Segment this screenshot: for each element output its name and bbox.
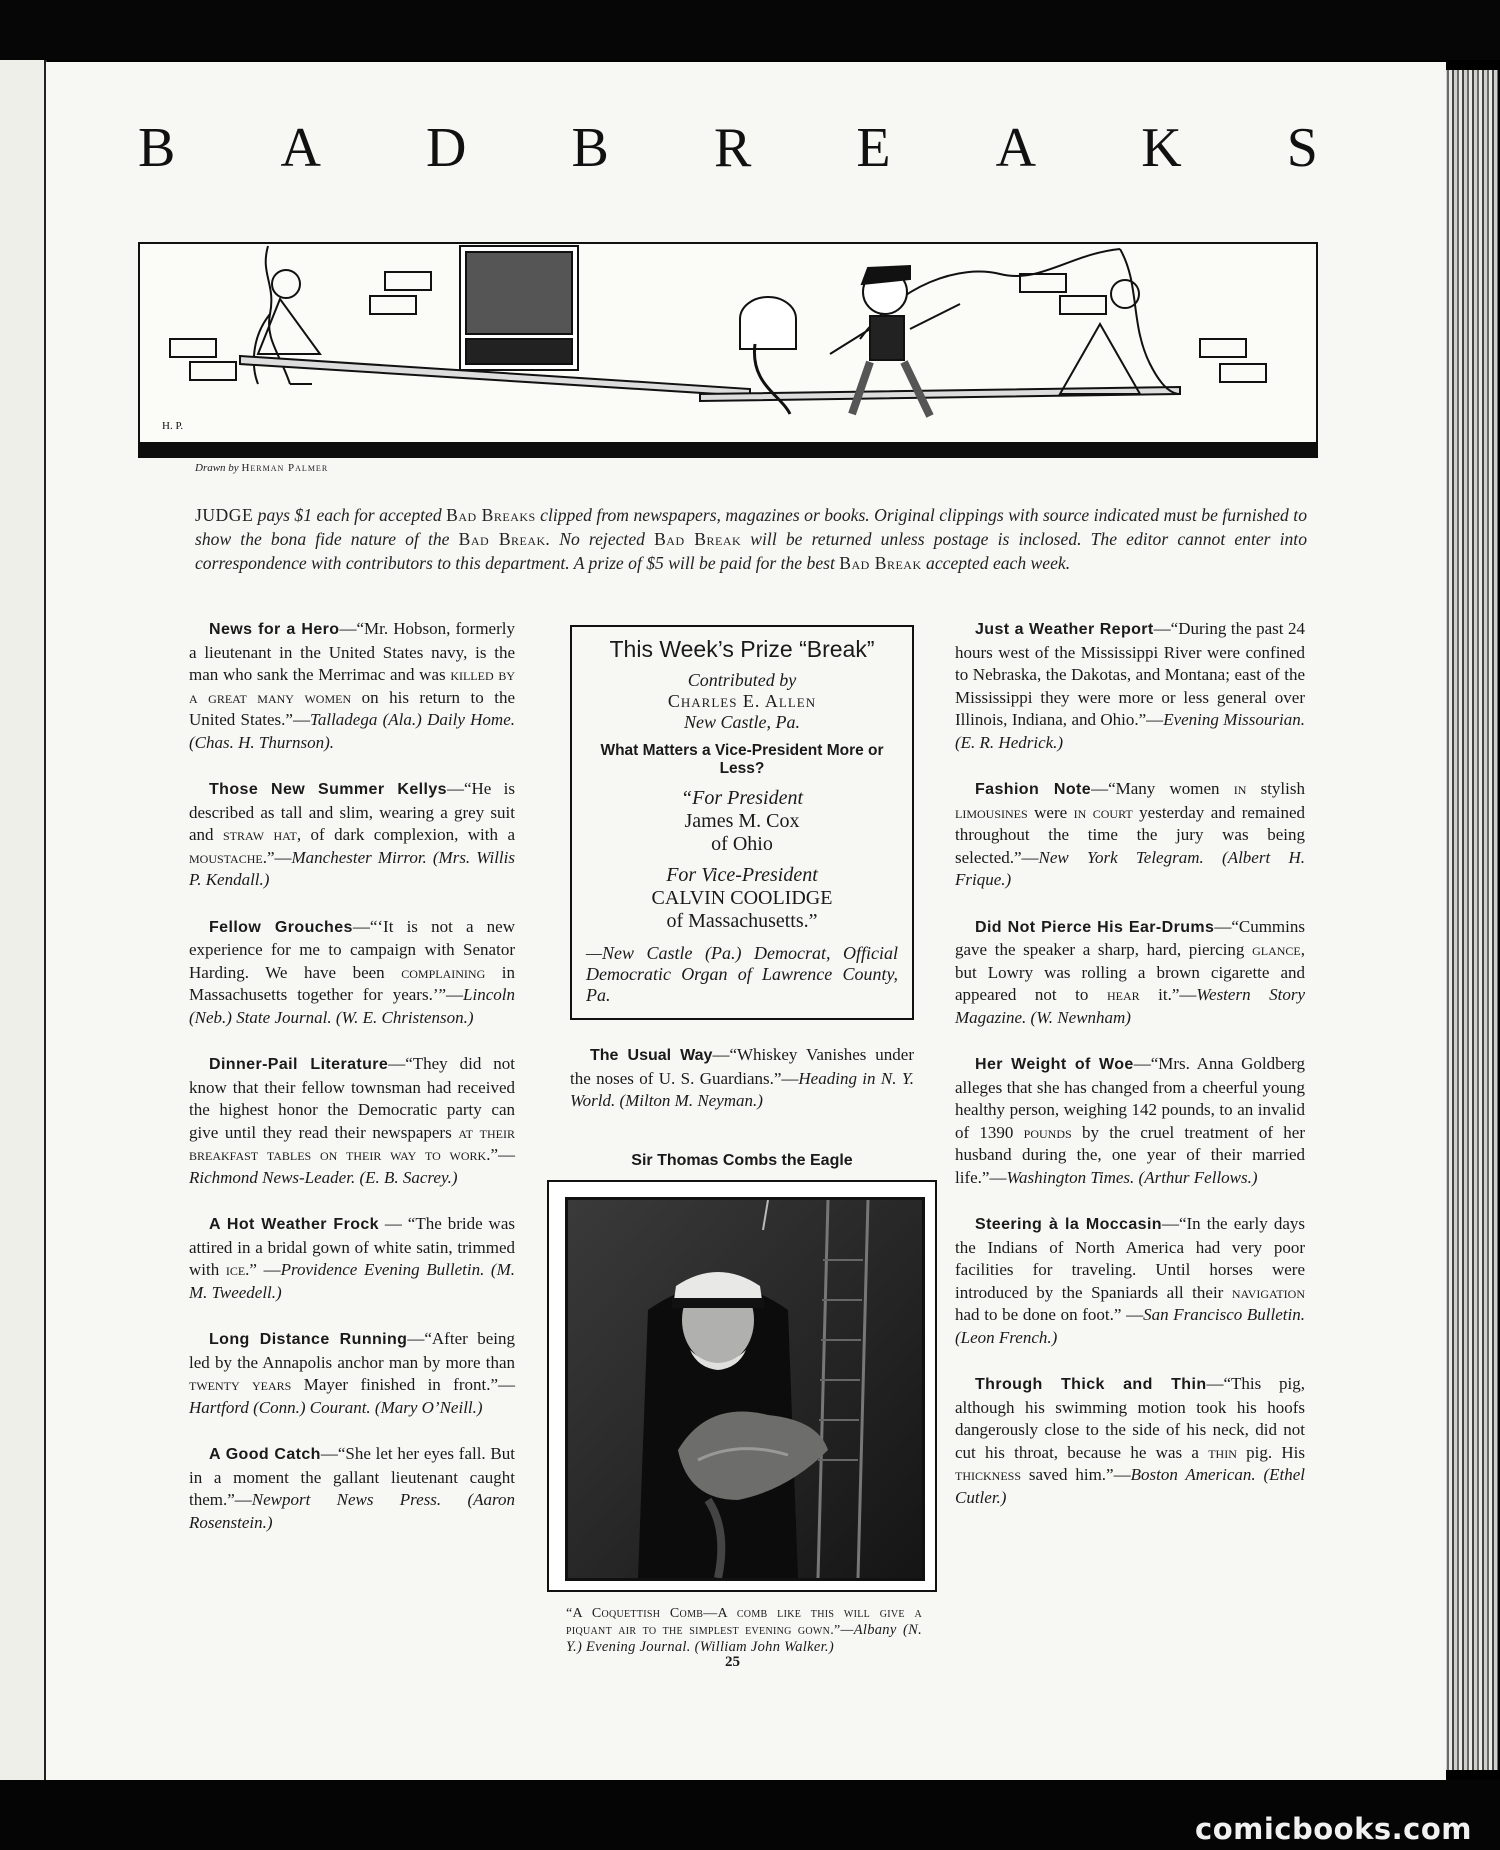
article-text: , of dark complexion, with a: [296, 825, 515, 844]
article-text: —“They did not know that their fellow townsman had received the highest honor the Democratic party can give until they read their newspapers: [189, 1054, 515, 1142]
page-number: 25: [725, 1654, 740, 1670]
article-source: Richmond News-Leader. (E. B. Sacrey.): [189, 1167, 458, 1187]
article-text: pig. His: [1236, 1442, 1305, 1462]
article-emphasis: in court: [1073, 802, 1133, 822]
intro-paragraph: [195, 503, 1307, 575]
masthead-letter: A: [995, 117, 1037, 179]
article-text: —“Cummins gave the speaker a sharp, hard, piercing: [955, 916, 1305, 959]
article-heading: Those New Summer Kellys: [209, 781, 447, 798]
masthead-letter: R: [713, 117, 752, 179]
article-text: —“‘It is not a new experience for me to campaign with Senator Harding. We have been: [189, 916, 515, 982]
article-heading: A Good Catch: [209, 1446, 321, 1463]
intro-text: pays $1 each for accepted: [253, 505, 447, 525]
intro-text: accepted each week.: [921, 553, 1071, 573]
article-text: —“This pig, although his swimming motion took his hoofs dangerously close to the side of his neck, did not cut his throat, because he was a: [955, 1374, 1305, 1462]
article-moccasin: [955, 1213, 1305, 1349]
illustration-rule: [138, 442, 1318, 458]
prize-president-state: of Ohio: [711, 833, 773, 855]
article-heading: Her Weight of Woe: [975, 1056, 1134, 1073]
article-long-distance: [189, 1328, 515, 1419]
intro-bad-break: Bad Break: [458, 529, 546, 549]
masthead-letter: B: [571, 117, 609, 179]
photo-caption: [566, 1605, 922, 1656]
article-emphasis: thin: [1208, 1442, 1237, 1462]
photo-frame: [547, 1180, 937, 1592]
article-emphasis: limousines: [955, 802, 1028, 822]
article-source: New York Telegram. (Albert H. Frique.): [955, 847, 1305, 889]
article-heading: Steering à la Moccasin: [975, 1216, 1162, 1233]
intro-text: . No rejected: [545, 529, 655, 549]
prize-break-box: [570, 625, 914, 1020]
article-text: —“After being led by the Annapolis anchor man by more than: [189, 1329, 515, 1372]
article-text: , but Lowry was rolling a brown cigarette and appeared not to: [955, 940, 1305, 1004]
article-text: saved him.”—: [1021, 1465, 1131, 1484]
masthead-title: [138, 116, 1318, 180]
prize-president-name: James M. Cox: [684, 810, 800, 832]
photo-image: [568, 1200, 922, 1578]
article-text: stylish: [1246, 779, 1305, 798]
previous-page-edge: [0, 60, 47, 1780]
article-heading: Dinner-Pail Literature: [209, 1056, 389, 1073]
article-emphasis: thickness: [955, 1465, 1022, 1484]
article-fashion-note: [955, 778, 1305, 892]
article-text: .”—: [486, 1145, 515, 1164]
article-text: —“Mrs. Anna Goldberg alleges that she has changed from a cheerful young healthy person, weighing 142 pounds, to an invalid of 1390: [955, 1054, 1305, 1142]
article-text: —“Many women: [1091, 779, 1234, 798]
article-text: —“He is described as tall and slim, wearing a grey suit and: [189, 779, 515, 844]
credit-artist: Herman Palmer: [241, 462, 329, 474]
intro-judge: JUDGE: [195, 505, 254, 525]
article-text: yesterday and remained throughout the time the jury was being selected.”—: [955, 802, 1305, 867]
prize-place: New Castle, Pa.: [684, 712, 800, 732]
caption-dash: —: [840, 1622, 854, 1638]
article-summer-kellys: [189, 778, 515, 892]
prize-vp-state: of Massachusetts.”: [666, 910, 818, 932]
article-emphasis: moustache: [189, 847, 263, 867]
article-emphasis: glance: [1252, 940, 1301, 959]
article-source: Washington Times. (Arthur Fellows.): [1006, 1167, 1258, 1187]
cartoon-drawing: [140, 244, 1320, 447]
illustrator-initials: H. P.: [162, 420, 184, 432]
masthead-letter: D: [425, 117, 467, 179]
article-hot-weather-frock: [189, 1213, 515, 1304]
caption-source: Albany (N. Y.) Evening Journal. (William John Walker.): [566, 1622, 922, 1655]
prize-source: —New Castle (Pa.) Democrat, Official Democratic Organ of Lawrence County, Pa.: [586, 943, 898, 1005]
article-emphasis: at their breakfast tables on their way to work: [189, 1122, 515, 1164]
credit-prefix: Drawn by: [195, 462, 239, 474]
masthead-letter: K: [1141, 117, 1182, 179]
article-source: Boston American. (Ethel Cutler.): [955, 1465, 1306, 1507]
article-source: Manchester Mirror. (Mrs. Willis P. Kendall.): [189, 847, 515, 889]
intro-text: clipped from newspapers, magazines or books. Original clippings with source indicated must be furnished to show the bona fide nature of the: [195, 505, 1307, 549]
prize-contributed-by: Contributed by: [687, 670, 797, 690]
masthead-letter: S: [1286, 117, 1318, 179]
article-heading: Did Not Pierce His Ear-Drums: [975, 918, 1215, 936]
article-emphasis: complaining: [401, 962, 486, 982]
intro-bad-breaks: Bad Breaks: [446, 505, 536, 525]
article-text: on his return to the United States.”—: [189, 687, 515, 729]
masthead-letter: E: [856, 117, 891, 179]
article-text: —“Mr. Hobson, formerly a lieutenant in the United States navy, is the man who sank the Merrimac and was: [189, 619, 515, 684]
article-text: — “The bride was attired in a bridal gown of white satin, trimmed with: [189, 1214, 515, 1279]
article-emphasis: pounds: [1023, 1122, 1072, 1142]
intro-bad-break: Bad Break: [839, 553, 922, 573]
article-emphasis: killed by a great many women: [189, 665, 515, 707]
article-weight-of-woe: [955, 1053, 1305, 1189]
masthead-letter: B: [138, 117, 176, 179]
prize-title: This Week’s Prize “Break”: [609, 636, 875, 662]
article-emphasis: twenty years: [189, 1375, 292, 1394]
article-emphasis: navigation: [1231, 1282, 1305, 1302]
article-text: it.”—: [1139, 985, 1197, 1004]
prize-vp-name: CALVIN COOLIDGE: [651, 887, 833, 909]
article-text: by the cruel treatment of her husband during the, one year of their married life.”—: [955, 1122, 1305, 1187]
article-text: —“Whiskey Vanishes under the noses of U. S. Guardians.”—: [570, 1045, 914, 1088]
article-source: Talladega (Ala.) Daily Home. (Chas. H. Thurnson).: [189, 710, 516, 752]
masthead-letter: A: [280, 117, 321, 179]
article-text: .”—: [262, 847, 292, 867]
article-text: Mayer finished in front.”—: [291, 1375, 515, 1394]
article-source: Newport News Press. (Aaron Rosenstein.): [189, 1490, 515, 1532]
article-usual-way: [570, 1044, 914, 1113]
article-heading: A Hot Weather Frock: [209, 1216, 379, 1233]
article-source: Heading in N. Y. World. (Milton M. Neyman.): [570, 1068, 914, 1110]
photograph: [565, 1197, 925, 1581]
left-column: [189, 618, 515, 1558]
article-weather-report: [955, 618, 1305, 754]
article-emphasis: ice: [225, 1260, 246, 1279]
prize-contributor: Charles E. Allen: [667, 691, 817, 711]
article-text: were: [1027, 802, 1074, 822]
prize-for-vp: For Vice-President: [666, 864, 818, 886]
article-news-for-a-hero: [189, 618, 515, 754]
article-emphasis: in: [1233, 779, 1247, 798]
illustration-credit: [195, 462, 328, 474]
article-text: —“In the early days the Indians of North America had very poor facilities for traveling. Until horses were introduced by the Spaniards all their: [955, 1214, 1305, 1302]
article-heading: Just a Weather Report: [975, 621, 1154, 638]
article-source: Lincoln (Neb.) State Journal. (W. E. Christenson.): [189, 985, 515, 1027]
scan-border-top: [0, 0, 1500, 60]
article-heading: Fashion Note: [975, 781, 1092, 798]
prize-headline: What Matters a Vice-President More or Less?: [600, 742, 884, 777]
article-source: Hartford (Conn.) Courant. (Mary O’Neill.): [189, 1397, 483, 1417]
article-heading: The Usual Way: [590, 1047, 713, 1064]
article-text: —“She let her eyes fall. But in a moment the gallant lieutenant caught them.”—: [189, 1444, 515, 1509]
article-heading: Through Thick and Thin: [975, 1376, 1207, 1393]
article-emphasis: straw hat: [223, 825, 297, 844]
photo-title: Sir Thomas Combs the Eagle: [631, 1152, 853, 1169]
article-ear-drums: [955, 916, 1305, 1030]
article-heading: Fellow Grouches: [209, 918, 353, 936]
page-stack-edges: [1444, 70, 1498, 1770]
article-text: —“During the past 24 hours west of the Mississippi River were confined to Nebraska, the Dakotas, and Montana; east of the Mississippi they were more or less general over Illinois, Indiana, and Ohio.”—: [955, 619, 1305, 729]
article-heading: Long Distance Running: [209, 1331, 408, 1348]
site-watermark: comicbooks.com: [1195, 1812, 1472, 1846]
intro-text: will be returned unless postage is inclosed. The editor cannot enter into correspondence with contributors to this department. A prize of $5 will be paid for the best: [195, 529, 1307, 573]
right-column: [955, 618, 1305, 1533]
article-text: .” —: [245, 1260, 281, 1279]
cartoon-illustration: [138, 242, 1318, 445]
article-source: San Francisco Bulletin. (Leon French.): [955, 1305, 1305, 1347]
article-source: Providence Evening Bulletin. (M. M. Tweedell.): [189, 1260, 515, 1302]
article-source: Western Story Magazine. (W. Newnham): [955, 985, 1306, 1027]
prize-for-president: “For President: [680, 787, 804, 809]
article-text: in Massachusetts together for years.’”—: [189, 962, 515, 1004]
article-text: had to be done on foot.” —: [955, 1305, 1144, 1324]
article-source: Evening Missourian. (E. R. Hedrick.): [955, 710, 1305, 752]
intro-bad-break: Bad Break: [654, 529, 742, 549]
article-dinner-pail: [189, 1053, 515, 1189]
article-heading: News for a Hero: [209, 621, 340, 638]
article-fellow-grouches: [189, 916, 515, 1030]
article-good-catch: [189, 1443, 515, 1534]
article-emphasis: hear: [1106, 985, 1140, 1004]
article-thick-and-thin: [955, 1373, 1305, 1509]
caption-text: “A Coquettish Comb—A comb like this will give a piquant air to the simplest evening gown.”: [566, 1606, 922, 1638]
